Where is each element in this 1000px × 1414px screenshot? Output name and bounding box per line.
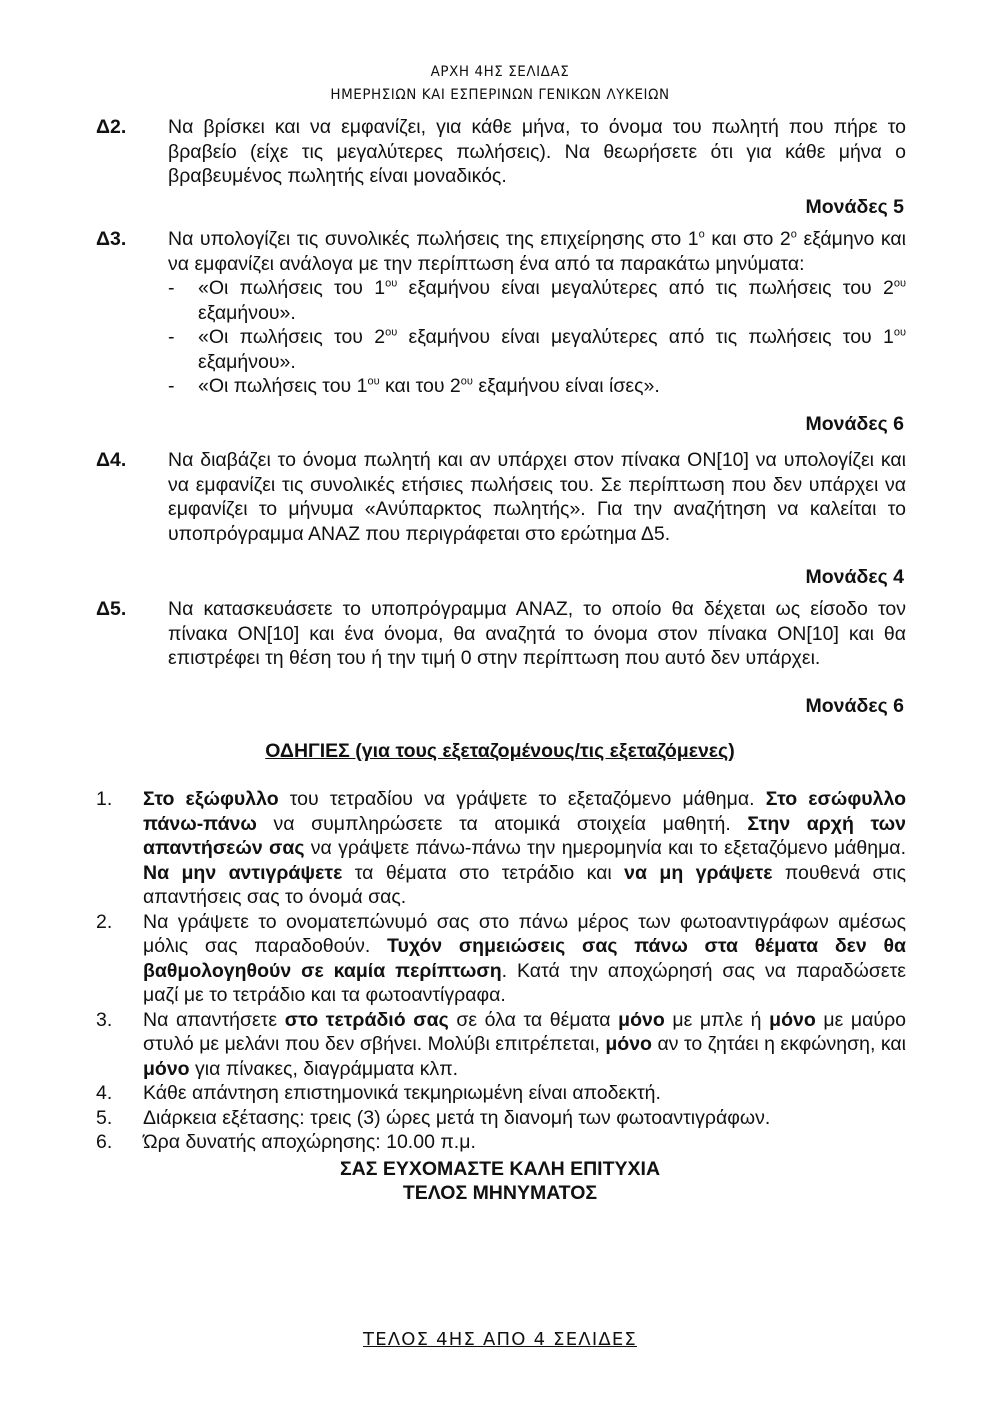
text-part: σε όλα τα θέματα [448,1008,619,1031]
superscript: ου [385,277,398,290]
text-part: πουθενά στις απαντήσεις σας το όνομά σας. [143,861,906,908]
instruction-text [143,910,906,1008]
text-part: . Κατά την αποχώρησή σας να παραδώσετε μαζί με το τετράδιο και τα φωτοαντίγραφα. [143,959,906,1006]
instruction-number: 1. [96,788,113,810]
instruction-item [96,1008,906,1082]
text-part: τα θέματα στο τετράδιο και [342,861,625,884]
text-part: αν το ζητάει η εκφώνηση, και [651,1033,906,1055]
instructions-title: ΟΔΗΓΙΕΣ (για τους εξεταζομένους/τις εξεταζόμενες) [265,740,735,762]
emphasis-text: μόνο [605,1033,652,1055]
emphasis-text: μόνο [769,1008,816,1031]
superscript: ο [790,228,797,241]
superscript: ου [893,277,906,290]
message-option [168,276,906,325]
instruction-item [96,1106,906,1131]
text-part: εξαμήνου είναι μεγαλύτερες από τις πωλήσεις του 2 [397,277,894,299]
text-part: «Οι πωλήσεις του 1 [198,375,368,397]
text-part: «Οι πωλήσεις του 2 [198,326,386,348]
text-part: εξαμήνου είναι μεγαλύτερες από τις πωλήσεις του 1 [397,326,894,348]
text-part: εξαμήνου». [198,350,296,373]
text-part: Ώρα δυνατής αποχώρησης: 10.00 π.μ. [143,1131,476,1153]
question-label: Δ4. [96,449,127,471]
question-d5 [96,597,906,671]
text-part: με μαύρο στυλό με μελάνι που δεν σβήνει. Μολύβι επιτρέπεται, [143,1008,907,1055]
text-part: με μπλε ή [664,1008,770,1031]
bullet-dash: - [168,326,175,348]
page-header-line2: ΗΜΕΡΗΣΙΩΝ ΚΑΙ ΕΣΠΕΡΙΝΩΝ ΓΕΝΙΚΩΝ ΛΥΚΕΙΩΝ [330,87,670,103]
question-label: Δ2. [96,116,127,138]
question-label: Δ5. [96,598,127,620]
text-part: Κάθε απάντηση επιστημονικά τεκμηριωμένη είναι αποδεκτή. [143,1082,661,1104]
text-part: Διάρκεια εξέτασης: τρεις (3) ώρες μετά τη διανομή των φωτοαντιγράφων. [143,1106,771,1129]
instruction-item [96,1081,906,1106]
text-part: και του 2 [379,375,461,397]
message-option [168,374,906,399]
text-part: του τετραδίου να γράψετε το εξεταζόμενο μάθημα. [278,788,766,810]
instruction-item [96,787,906,910]
closing-wishes: ΣΑΣ ΕΥΧΟΜΑΣΤΕ ΚΑΛΗ ΕΠΙΤΥΧΙΑ [339,1158,661,1180]
instruction-number: 6. [96,1131,113,1153]
points-d2: Μονάδες 5 [805,196,904,218]
emphasis-text: μόνο [618,1008,665,1031]
instruction-number: 5. [96,1106,113,1129]
superscript: ου [367,375,380,388]
text-part: Να γράψετε το ονοματεπώνυμό σας στο πάνω μέρος των φωτοαντιγράφων αμέσως μόλις σας παραδοθούν. [143,910,906,957]
bullet-dash: - [168,277,175,299]
emphasis-text: στο τετράδιό σας [284,1008,449,1031]
question-text: Να διαβάζει το όνομα πωλητή και αν υπάρχει στον πίνακα ΟΝ[10] να υπολογίζει και να εμφανίζει τις συνολικές ετήσιες πωλήσεις του. Σε περίπτωση που δεν υπάρχει να εμφανίζει το μήνυμα «Ανύπαρκτος πωλητής». Για την αναζήτηση να καλείται το υποπρόγραμμα ΑΝΑΖ που περιγράφεται στο ερώτημα Δ5. [168,449,906,545]
instruction-item [96,1130,906,1155]
question-text [168,227,906,276]
message-text [198,325,906,374]
bullet-dash: - [168,375,175,397]
instruction-text [143,1106,906,1131]
instruction-text [143,1130,906,1155]
emphasis-text: Τυχόν σημειώσεις σας πάνω στα θέματα δεν θα βαθμολογηθούν σε καμία περίπτωση [143,935,906,982]
emphasis-text: μόνο [143,1057,190,1080]
text-part: να συμπληρώσετε τα ατομικά στοιχεία μαθητή. [256,812,748,835]
message-list [96,276,906,399]
instruction-text [143,1081,906,1106]
instruction-number: 2. [96,910,113,933]
text-part: να γράψετε πάνω-πάνω την ημερομηνία και το εξεταζόμενο μάθημα. [304,837,906,859]
text-part: εξαμήνου». [198,301,296,324]
emphasis-text: Στο εξώφυλλο [143,788,279,810]
question-label: Δ3. [96,228,127,250]
emphasis-text: Στην αρχή των απαντήσεών σας [143,812,906,859]
emphasis-text: Στο εσώφυλλο πάνω-πάνω [143,788,906,835]
question-d4 [96,448,906,546]
question-d3 [96,227,906,399]
page-footer: ΤΕΛΟΣ 4ΗΣ ΑΠΟ 4 ΣΕΛΙΔΕΣ [363,1329,637,1350]
text-part: για πίνακες, διαγράμματα κλπ. [189,1057,459,1080]
instruction-item [96,910,906,1008]
text-part: Να απαντήσετε [143,1008,285,1031]
text-part: και στο 2 [704,228,791,250]
question-text: Να κατασκευάσετε το υποπρόγραμμα ΑΝΑΖ, το οποίο θα δέχεται ως είσοδο τον πίνακα ΟΝ[10] και ένα όνομα, θα αναζητά το όνομα στον πίνακα ΟΝ[10] και θα επιστρέφει τη θέση του ή την τιμή 0 στην περίπτωση που αυτό δεν υπάρχει. [168,598,906,669]
points-d5: Μονάδες 6 [805,695,904,717]
closing-end-message: ΤΕΛΟΣ ΜΗΝΥΜΑΤΟΣ [402,1182,598,1204]
superscript: ου [893,326,906,339]
instruction-number: 3. [96,1008,113,1031]
instruction-number: 4. [96,1082,113,1104]
emphasis-text: να μη γράψετε [624,861,773,884]
text-part: εξαμήνου είναι ίσες». [472,375,660,397]
emphasis-text: Να μην αντιγράψετε [143,861,343,884]
superscript: ου [460,375,473,388]
page-header-line1: ΑΡΧΗ 4ΗΣ ΣΕΛΙΔΑΣ [430,64,570,80]
superscript: ο [698,228,705,241]
text-part: Να υπολογίζει τις συνολικές πωλήσεις της επιχείρησης στο 1 [168,228,699,250]
instructions-list [96,787,906,1155]
question-text: Να βρίσκει και να εμφανίζει, για κάθε μήνα, το όνομα του πωλητή που πήρε το βραβείο (είχε τις μεγαλύτερες πωλήσεις). Να θεωρήσετε ότι για κάθε μήνα ο βραβευμένος πωλητής είναι μοναδικός. [168,116,906,187]
text-part: «Οι πωλήσεις του 1 [198,277,386,299]
superscript: ου [385,326,398,339]
instruction-text [143,1008,906,1082]
message-text [198,276,906,325]
question-d2 [96,115,906,189]
instruction-text [143,787,906,910]
points-d3: Μονάδες 6 [805,413,904,435]
message-text [198,374,906,399]
message-option [168,325,906,374]
text-part: εξάμηνο και να εμφανίζει ανάλογα με την περίπτωση ένα από τα παρακάτω μηνύματα: [168,228,906,275]
points-d4: Μονάδες 4 [805,566,904,588]
